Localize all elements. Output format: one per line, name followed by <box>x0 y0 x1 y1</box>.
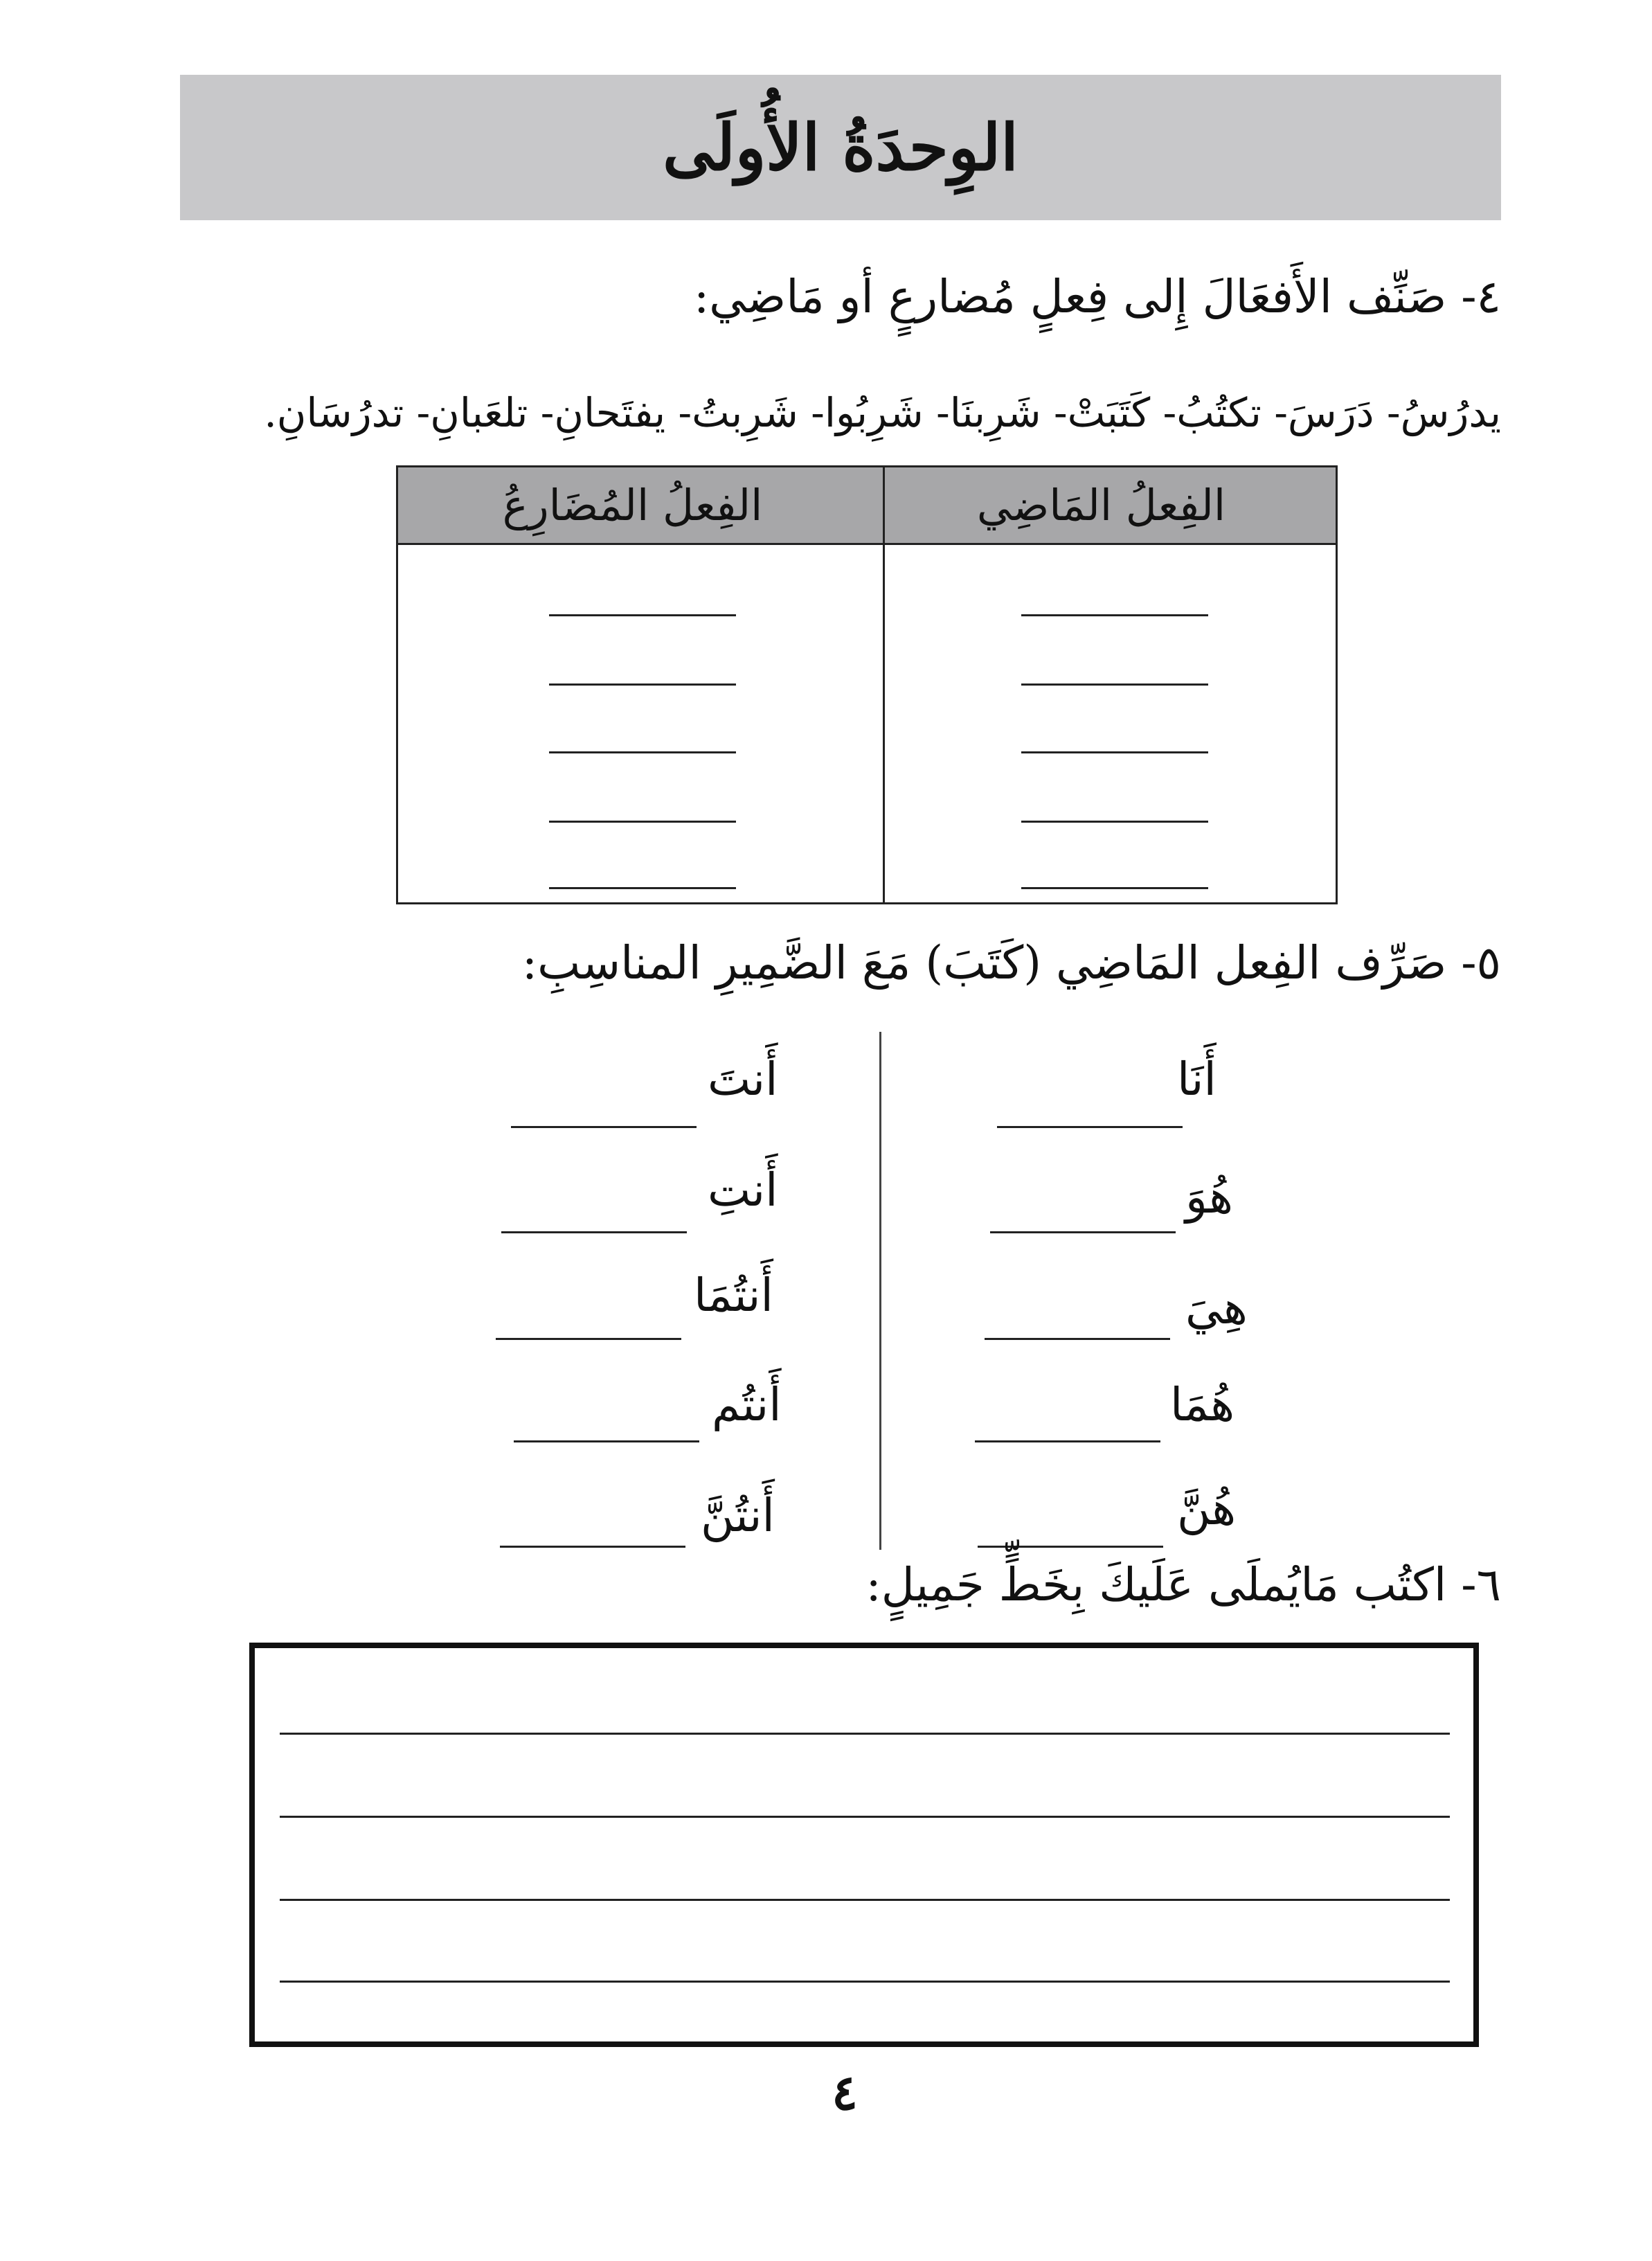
verb-classification-table <box>396 465 1338 904</box>
unit-title-banner <box>180 75 1501 220</box>
conjugation-answer-line[interactable] <box>501 1231 687 1233</box>
pronoun-label: أَنتِ <box>708 1163 778 1217</box>
past-answer-line[interactable] <box>1021 683 1208 686</box>
past-answer-line[interactable] <box>1021 821 1208 823</box>
past-answer-line[interactable] <box>1021 751 1208 753</box>
pronoun-column-divider <box>879 1032 881 1550</box>
pronoun-label: هُنَّ <box>1177 1482 1237 1535</box>
pronoun-label: أَنَا <box>1177 1053 1216 1106</box>
present-answer-line[interactable] <box>549 751 736 753</box>
table-header <box>398 467 1336 545</box>
question-4-verb-list: يدرُسُ- دَرَسَ- تكتُبُ- كَتَبَتْ- شَرِبنَا- شَرِبُوا- شَرِبتُ- يفتَحانِ- تلعَبانِ- تدرُسَانِ. <box>264 389 1501 436</box>
conjugation-answer-line[interactable] <box>511 1126 697 1128</box>
conjugation-answer-line[interactable] <box>985 1338 1170 1340</box>
present-answer-line[interactable] <box>549 683 736 686</box>
writing-line[interactable] <box>280 1899 1450 1901</box>
page-number: ٤ <box>832 2064 858 2121</box>
conjugation-answer-line[interactable] <box>997 1126 1183 1128</box>
writing-line[interactable] <box>280 1981 1450 1983</box>
past-answer-line[interactable] <box>1021 887 1208 889</box>
pronoun-label: هُمَا <box>1170 1378 1235 1431</box>
table-column-divider <box>883 467 885 902</box>
past-answer-line[interactable] <box>1021 614 1208 616</box>
pronoun-label: أَنتُمَا <box>694 1269 773 1322</box>
pronoun-label: هُوَ <box>1185 1170 1233 1224</box>
writing-line[interactable] <box>280 1816 1450 1818</box>
conjugation-answer-line[interactable] <box>978 1546 1163 1548</box>
question-4-instruction: ٤- صَنِّف الأَفعَالَ إِلى فِعلٍ مُضارعٍ أو مَاضِي: <box>693 270 1501 323</box>
question-5-instruction: ٥- صَرِّف الفِعل المَاضِي (كَتَبَ) مَعَ الضَّمِيرِ المناسِبِ: <box>521 936 1501 990</box>
conjugation-answer-line[interactable] <box>500 1546 685 1548</box>
dictation-writing-box[interactable] <box>249 1643 1479 2047</box>
conjugation-answer-line[interactable] <box>514 1440 699 1442</box>
header-present-tense: الفِعلُ المُضَارِعُ <box>502 480 763 530</box>
conjugation-answer-line[interactable] <box>496 1338 681 1340</box>
writing-line[interactable] <box>280 1733 1450 1735</box>
pronoun-label: أَنتُم <box>712 1378 782 1431</box>
present-answer-line[interactable] <box>549 614 736 616</box>
question-6-instruction: ٦- اكتُب مَايُملَى عَلَيكَ بِخَطٍّ جَمِيلٍ: <box>865 1558 1501 1611</box>
pronoun-label: هِيَ <box>1185 1281 1248 1334</box>
pronoun-label: أَنتَ <box>708 1053 778 1106</box>
conjugation-answer-line[interactable] <box>975 1440 1160 1442</box>
header-past-tense: الفِعلُ المَاضِي <box>976 480 1226 530</box>
conjugation-answer-line[interactable] <box>990 1231 1176 1233</box>
pronoun-label: أَنتُنَّ <box>701 1489 775 1542</box>
present-answer-line[interactable] <box>549 821 736 823</box>
unit-title: الوِحدَةُ الأُولَى <box>663 110 1018 185</box>
present-answer-line[interactable] <box>549 887 736 889</box>
